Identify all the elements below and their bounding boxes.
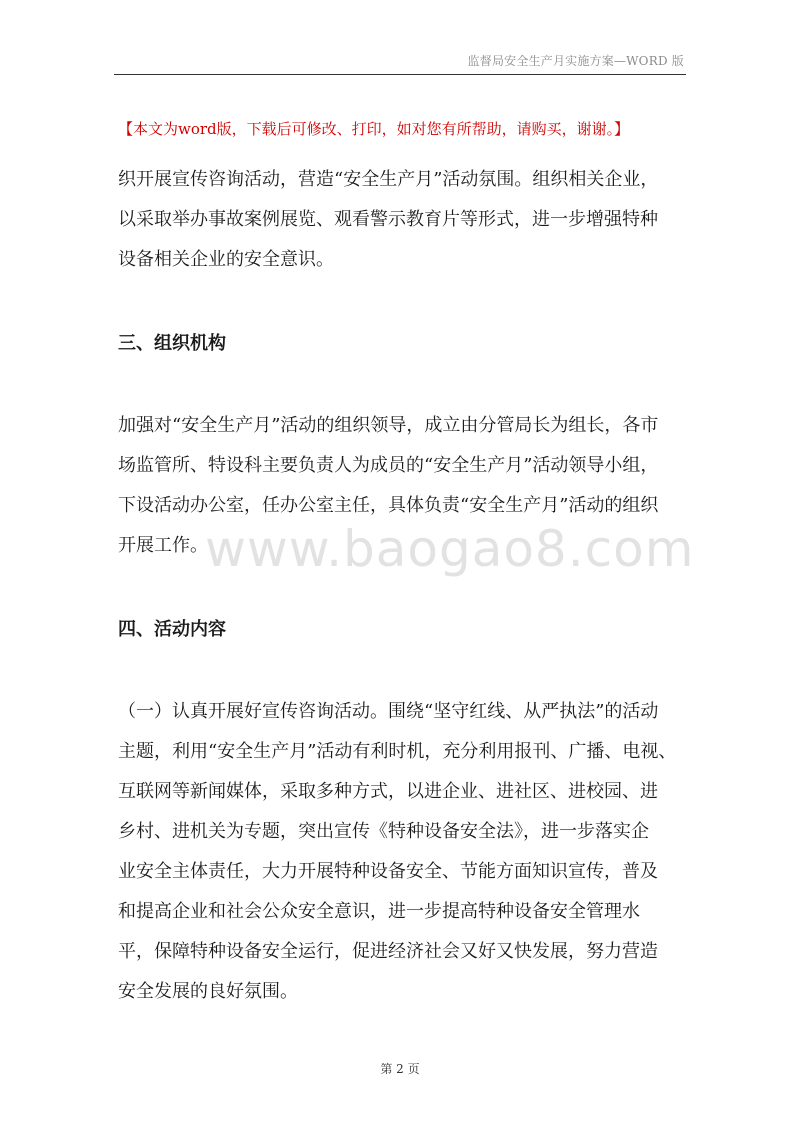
section-heading-organization: 三、组织机构 — [118, 333, 226, 354]
section-heading-activities: 四、活动内容 — [118, 619, 226, 640]
text-line: 安全发展的良好氛围。 — [118, 981, 298, 1002]
text-line: 和提高企业和社会公众安全意识，进一步提高特种设备安全管理水 — [118, 901, 640, 922]
text-line: 织开展宣传咨询活动，营造“安全生产月”活动氛围。组织相关企业， — [118, 169, 659, 190]
text-line: 以采取举办事故案例展览、观看警示教育片等形式，进一步增强特种 — [118, 209, 658, 230]
text-line: 下设活动办公室，任办公室主任，具体负责“安全生产月”活动的组织 — [118, 495, 659, 516]
text-line: （一）认真开展好宣传咨询活动。围绕“坚守红线、从严执法”的活动 — [118, 701, 659, 722]
download-notice: 【本文为word版，下载后可修改、打印，如对您有所帮助，请购买，谢谢。】 — [118, 120, 630, 138]
text-line: 加强对“安全生产月”活动的组织领导，成立由分管局长为组长，各市 — [118, 415, 659, 436]
header-divider — [114, 74, 686, 75]
paragraph-publicity — [118, 160, 688, 280]
text-line: 乡村、进机关为专题，突出宣传《特种设备安全法》，进一步落实企 — [118, 821, 649, 842]
paragraph-organization — [118, 406, 688, 566]
text-line: 开展工作。 — [118, 535, 208, 556]
paragraph-activities — [118, 692, 688, 1012]
page-number: 第 2 页 — [380, 1062, 420, 1076]
text-line: 业安全主体责任，大力开展特种设备安全、节能方面知识宣传，普及 — [118, 861, 658, 882]
text-line: 设备相关企业的安全意识。 — [118, 249, 334, 270]
text-line: 平，保障特种设备安全运行，促进经济社会又好又快发展，努力营造 — [118, 941, 658, 962]
watermark: www.baogao8.com — [205, 520, 695, 578]
text-line: 场监管所、特设科主要负责人为成员的“安全生产月”活动领导小组， — [118, 455, 659, 476]
text-line: 互联网等新闻媒体，采取多种方式，以进企业、进社区、进校园、进 — [118, 781, 658, 802]
document-body — [118, 160, 688, 1012]
running-header: 监督局安全生产月实施方案—WORD 版 — [467, 54, 684, 68]
text-line: 主题，利用“安全生产月”活动有利时机，充分利用报刊、广播、电视、 — [118, 741, 677, 762]
